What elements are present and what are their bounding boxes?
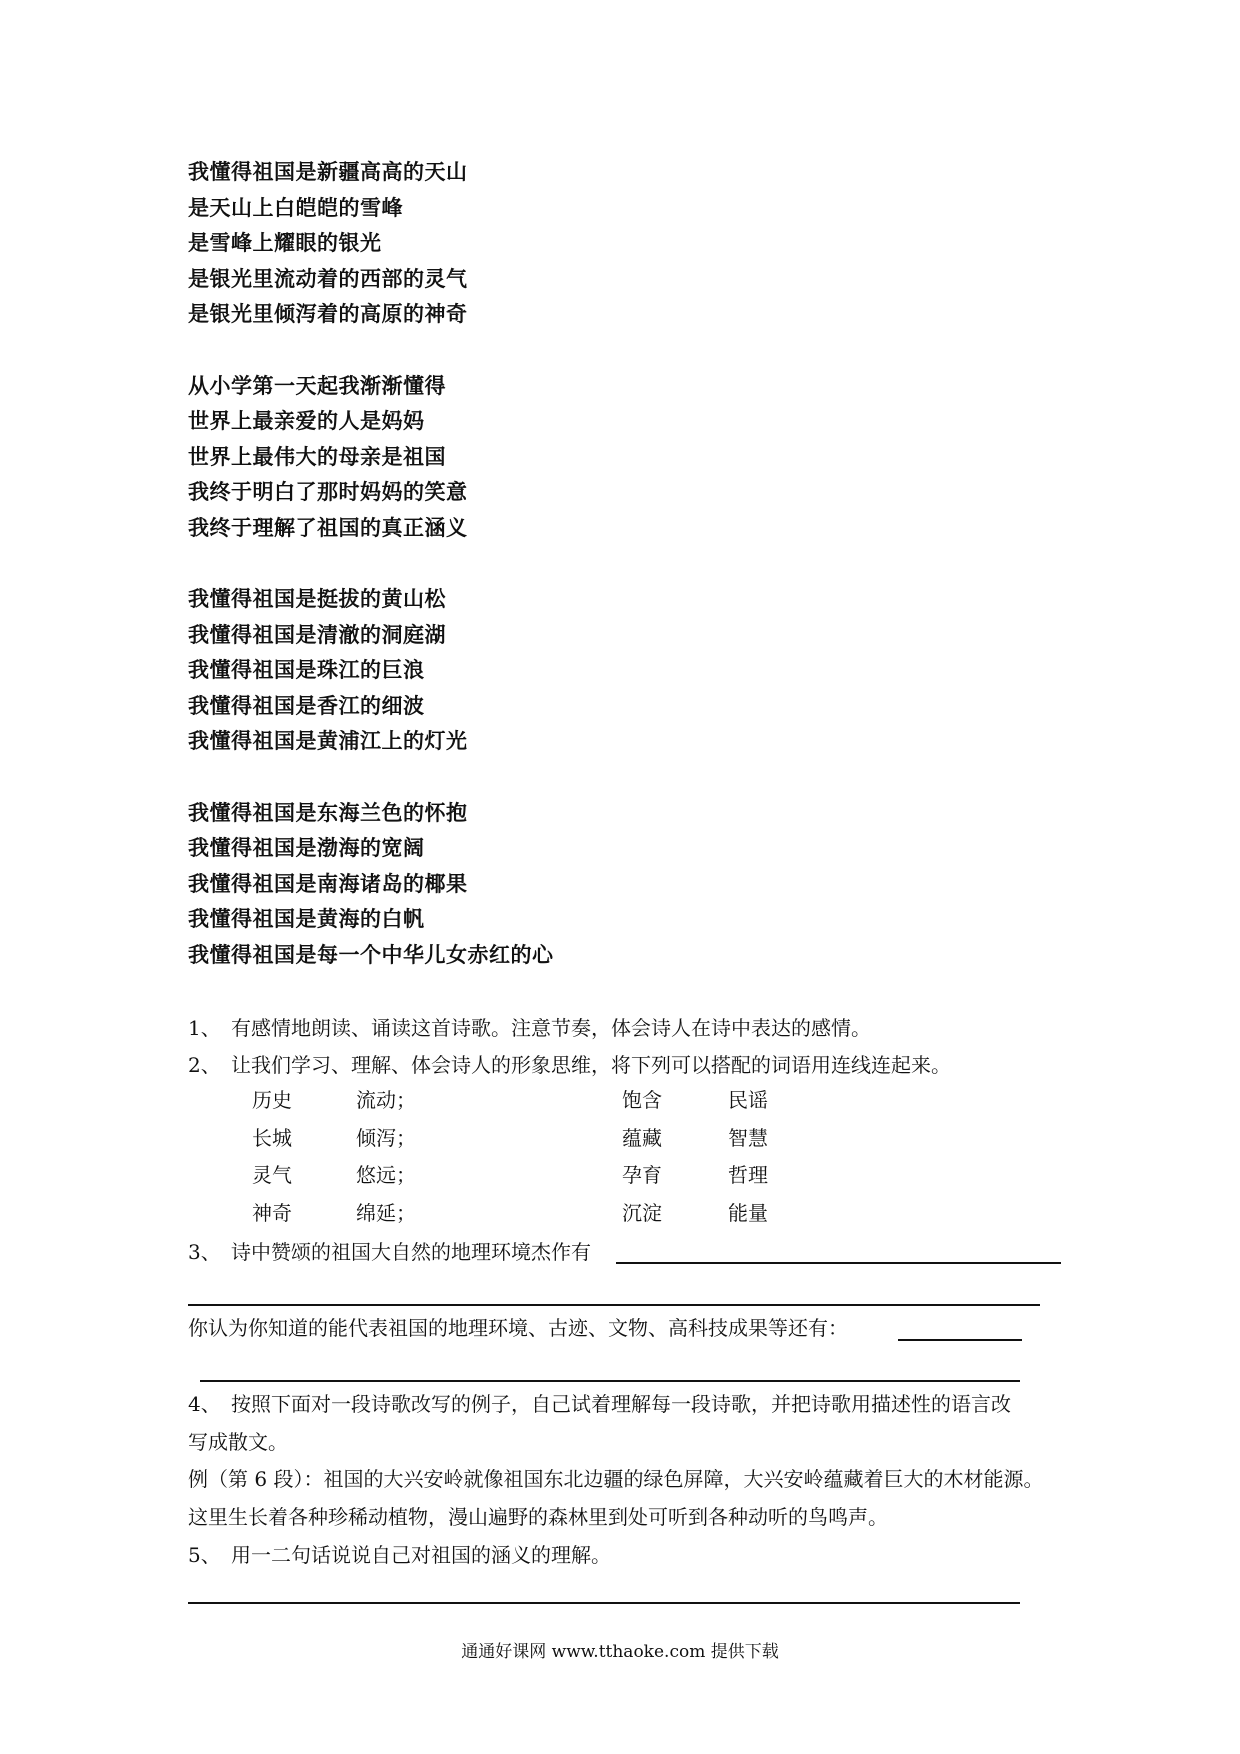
question-2 xyxy=(188,1050,951,1080)
question-text: 诗中赞颂的祖国大自然的地理环境杰作有 xyxy=(231,1240,591,1264)
poem-line: 世界上最亲爱的人是妈妈 xyxy=(188,409,425,433)
poem-line: 我懂得祖国是挺拔的黄山松 xyxy=(188,587,446,611)
word-item[interactable]: 蕴藏 xyxy=(622,1125,662,1150)
word-item[interactable]: 沉淀 xyxy=(622,1200,662,1225)
poem-line: 我终于理解了祖国的真正涵义 xyxy=(188,515,468,540)
question-text: 用一二句话说说自己对祖国的涵义的理解。 xyxy=(231,1543,611,1567)
poem-stanza xyxy=(188,155,888,333)
word-item[interactable]: 智慧 xyxy=(728,1125,768,1150)
answer-line[interactable] xyxy=(898,1339,1022,1341)
poem-line: 我懂得祖国是黄海的白帆 xyxy=(188,907,425,931)
example-text: 这里生长着各种珍稀动植物，漫山遍野的森林里到处可听到各种动听的鸟鸣声。 xyxy=(188,1505,888,1529)
poem-line: 我终于明白了那时妈妈的笑意 xyxy=(188,480,468,504)
poem-line: 我懂得祖国是黄浦江上的灯光 xyxy=(188,729,468,753)
question-text: 有感情地朗读、诵读这首诗歌。注意节奏，体会诗人在诗中表达的感情。 xyxy=(231,1016,871,1040)
answer-line[interactable] xyxy=(188,1602,1020,1604)
word-item[interactable]: 孕育 xyxy=(622,1163,662,1187)
word-item[interactable]: 悠远； xyxy=(356,1163,416,1187)
word-item[interactable]: 流动； xyxy=(356,1088,416,1112)
word-item[interactable]: 长城 xyxy=(252,1125,292,1150)
page-footer: 通通好课网 www.tthaoke.com 提供下载 xyxy=(461,1642,779,1662)
poem xyxy=(188,155,888,1009)
question-number: 2、 xyxy=(188,1053,221,1077)
question-1 xyxy=(188,1013,871,1043)
poem-line: 是天山上白皑皑的雪峰 xyxy=(188,195,403,220)
question-number: 4、 xyxy=(188,1392,221,1416)
word-item[interactable]: 神奇 xyxy=(252,1200,292,1225)
example-text: 例（第 6 段）：祖国的大兴安岭就像祖国东北边疆的绿色屏障，大兴安岭蕴藏着巨大的木材能源。 xyxy=(188,1467,1044,1491)
question-5 xyxy=(188,1540,611,1570)
poem-stanza xyxy=(188,796,888,974)
poem-line: 我懂得祖国是新疆高高的天山 xyxy=(188,160,468,184)
word-item[interactable]: 饱含 xyxy=(622,1088,662,1112)
word-item[interactable]: 倾泻； xyxy=(356,1125,416,1150)
question-text: 按照下面对一段诗歌改写的例子，自己试着理解每一段诗歌，并把诗歌用描述性的语言改 xyxy=(231,1392,1011,1416)
poem-line: 是银光里流动着的西部的灵气 xyxy=(188,266,468,291)
poem-stanza xyxy=(188,369,888,547)
poem-line: 我懂得祖国是每一个中华儿女赤红的心 xyxy=(188,942,554,967)
word-row xyxy=(252,1085,852,1123)
question-4-continuation: 写成散文。 xyxy=(188,1430,288,1454)
question-number: 3、 xyxy=(188,1240,221,1264)
word-item[interactable]: 民谣 xyxy=(728,1088,768,1112)
word-item[interactable]: 绵延； xyxy=(356,1200,416,1225)
question-number: 1、 xyxy=(188,1016,221,1040)
poem-line: 从小学第一天起我渐渐懂得 xyxy=(188,373,446,398)
word-item[interactable]: 历史 xyxy=(252,1088,292,1112)
question-3 xyxy=(188,1237,591,1267)
poem-line: 是雪峰上耀眼的银光 xyxy=(188,231,382,255)
poem-line: 我懂得祖国是珠江的巨浪 xyxy=(188,658,425,682)
answer-line[interactable] xyxy=(616,1262,1061,1264)
question-4 xyxy=(188,1389,1011,1419)
poem-line: 我懂得祖国是南海诸岛的椰果 xyxy=(188,871,468,896)
poem-line: 世界上最伟大的母亲是祖国 xyxy=(188,444,446,469)
poem-stanza xyxy=(188,582,888,760)
answer-line[interactable] xyxy=(200,1380,1020,1382)
word-row xyxy=(252,1198,852,1236)
poem-line: 我懂得祖国是清澈的洞庭湖 xyxy=(188,622,446,647)
word-item[interactable]: 能量 xyxy=(728,1200,768,1225)
word-item[interactable]: 哲理 xyxy=(728,1163,768,1187)
word-row xyxy=(252,1160,852,1198)
poem-line: 是银光里倾泻着的高原的神奇 xyxy=(188,302,468,326)
word-item[interactable]: 灵气 xyxy=(252,1163,292,1187)
word-matching-grid xyxy=(252,1085,852,1235)
question-3-followup: 你认为你知道的能代表祖国的地理环境、古迹、文物、高科技成果等还有： xyxy=(188,1316,848,1340)
question-number: 5、 xyxy=(188,1543,221,1567)
poem-line: 我懂得祖国是渤海的宽阔 xyxy=(188,836,425,860)
poem-line: 我懂得祖国是香江的细波 xyxy=(188,693,425,718)
answer-line[interactable] xyxy=(188,1304,1040,1306)
question-text: 让我们学习、理解、体会诗人的形象思维，将下列可以搭配的词语用连线连起来。 xyxy=(231,1053,951,1077)
word-row xyxy=(252,1123,852,1161)
poem-line: 我懂得祖国是东海兰色的怀抱 xyxy=(188,800,468,825)
